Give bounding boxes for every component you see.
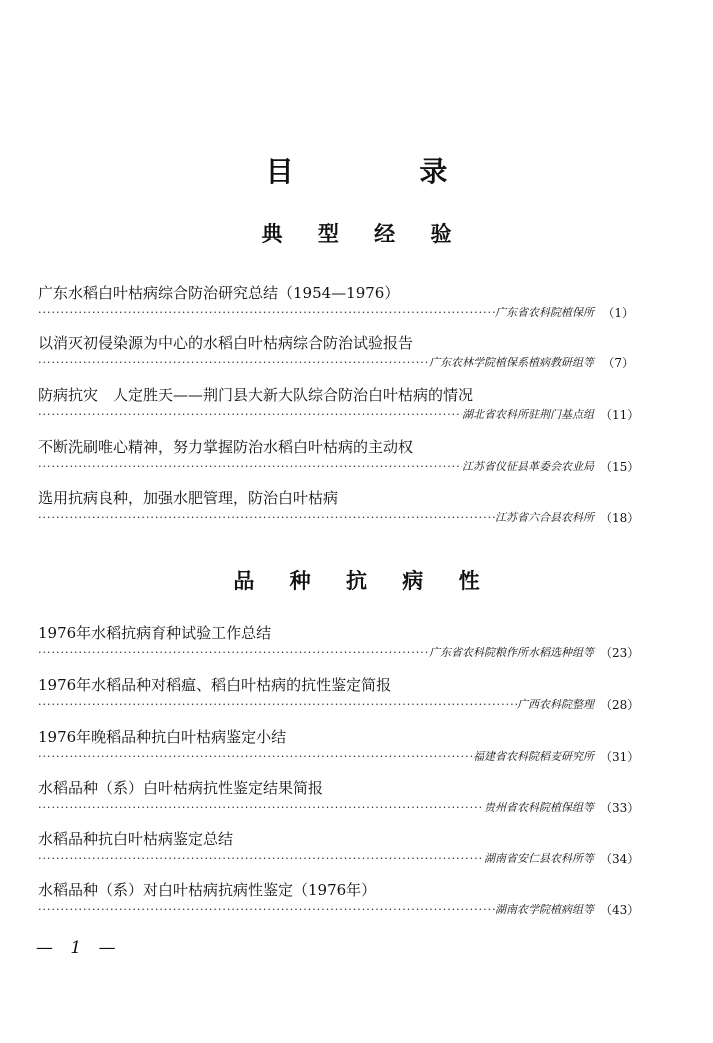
toc-entry-page: （23）	[600, 646, 640, 660]
toc-entry-org: 广东省农科院粮作所水稻选种组等	[429, 646, 594, 659]
toc-entry-org: 广东省农科院植保所	[495, 306, 594, 319]
toc-entry-title: 水稻品种抗白叶枯病鉴定总结	[38, 830, 234, 848]
toc-entry-line	[38, 355, 634, 371]
toc-entry-org: 江苏省六合县农科所	[495, 511, 594, 524]
toc-entry[interactable]	[38, 437, 640, 475]
section-heading-variety-resistance: 品 种 抗 病 性	[233, 569, 494, 593]
section-heading-typical-experience: 典 型 经 验	[261, 222, 466, 246]
toc-entry-org: 湖南省安仁县农科所等	[484, 852, 594, 865]
toc-entry-page: （33）	[600, 801, 640, 815]
page-title: 目 录	[265, 155, 506, 188]
toc-entry-org: 湖南农学院植病组等	[495, 903, 594, 916]
toc-entry-line	[38, 851, 640, 867]
toc-entry-title: 水稻品种（系）对白叶枯病抗病性鉴定（1976年）	[38, 881, 377, 899]
leader-dots	[38, 697, 517, 713]
toc-entry[interactable]	[38, 488, 640, 526]
toc-entry-org: 贵州省农科院植保组等	[484, 801, 594, 814]
toc-entry-title: 防病抗灾 人定胜天——荆门县大新大队综合防治白叶枯病的情况	[38, 386, 474, 404]
toc-entry[interactable]	[38, 283, 634, 321]
toc-entry[interactable]	[38, 829, 640, 867]
toc-entry-line	[38, 902, 640, 918]
toc-entry-title: 1976年水稻品种对稻瘟、稻白叶枯病的抗性鉴定简报	[38, 676, 392, 694]
toc-entry-org: 江苏省仪征县革委会农业局	[462, 460, 594, 473]
leader-dots	[38, 305, 495, 321]
toc-entry-line	[38, 305, 634, 321]
toc-entry-page: （34）	[600, 852, 640, 866]
toc-entry-line	[38, 697, 640, 713]
toc-entry[interactable]	[38, 333, 634, 371]
toc-entry-title: 选用抗病良种，加强水肥管理，防治白叶枯病	[38, 489, 339, 507]
toc-entry[interactable]	[38, 880, 640, 918]
leader-dots	[38, 459, 462, 475]
leader-dots	[38, 902, 495, 918]
toc-entry-org: 广东农林学院植保系植病教研组等	[429, 356, 594, 369]
toc-entry-org: 湖北省农科所驻荆门基点组	[462, 408, 594, 421]
toc-entry[interactable]	[38, 727, 640, 765]
leader-dots	[38, 645, 429, 661]
toc-entry-line	[38, 459, 640, 475]
leader-dots	[38, 800, 484, 816]
toc-entry-title: 以消灭初侵染源为中心的水稻白叶枯病综合防治试验报告	[38, 334, 414, 352]
toc-entry-title: 水稻品种（系）白叶枯病抗性鉴定结果简报	[38, 779, 324, 797]
toc-entry[interactable]	[38, 675, 640, 713]
toc-entry-title: 1976年晚稻品种抗白叶枯病鉴定小结	[38, 728, 287, 746]
toc-entry-line	[38, 645, 640, 661]
toc-entry-page: （43）	[600, 903, 640, 917]
toc-entry[interactable]	[38, 778, 640, 816]
toc-entry-org: 广西农科院整理	[517, 698, 594, 711]
toc-entry[interactable]	[38, 385, 640, 423]
toc-entry-line	[38, 407, 640, 423]
toc-entry-page: （15）	[600, 460, 640, 474]
toc-entry-page: （7）	[602, 356, 634, 370]
toc-entry-page: （31）	[600, 750, 640, 764]
toc-entry-line	[38, 510, 640, 526]
leader-dots	[38, 407, 462, 423]
toc-entry-title: 不断洗刷唯心精神，努力掌握防治水稻白叶枯病的主动权	[38, 438, 414, 456]
toc-entry-title: 广东水稻白叶枯病综合防治研究总结（1954—1976）	[38, 284, 400, 302]
leader-dots	[38, 851, 484, 867]
toc-entry-line	[38, 749, 640, 765]
toc-entry-page: （28）	[600, 698, 640, 712]
toc-entry-page: （1）	[602, 306, 634, 320]
leader-dots	[38, 355, 429, 371]
toc-entry[interactable]	[38, 623, 640, 661]
toc-entry-org: 福建省农科院稻麦研究所	[473, 750, 594, 763]
toc-entry-line	[38, 800, 640, 816]
page-number-footer: — 1 —	[36, 938, 122, 958]
leader-dots	[38, 749, 473, 765]
leader-dots	[38, 510, 495, 526]
toc-entry-page: （11）	[600, 408, 640, 422]
toc-entry-page: （18）	[600, 511, 640, 525]
toc-entry-title: 1976年水稻抗病育种试验工作总结	[38, 624, 272, 642]
